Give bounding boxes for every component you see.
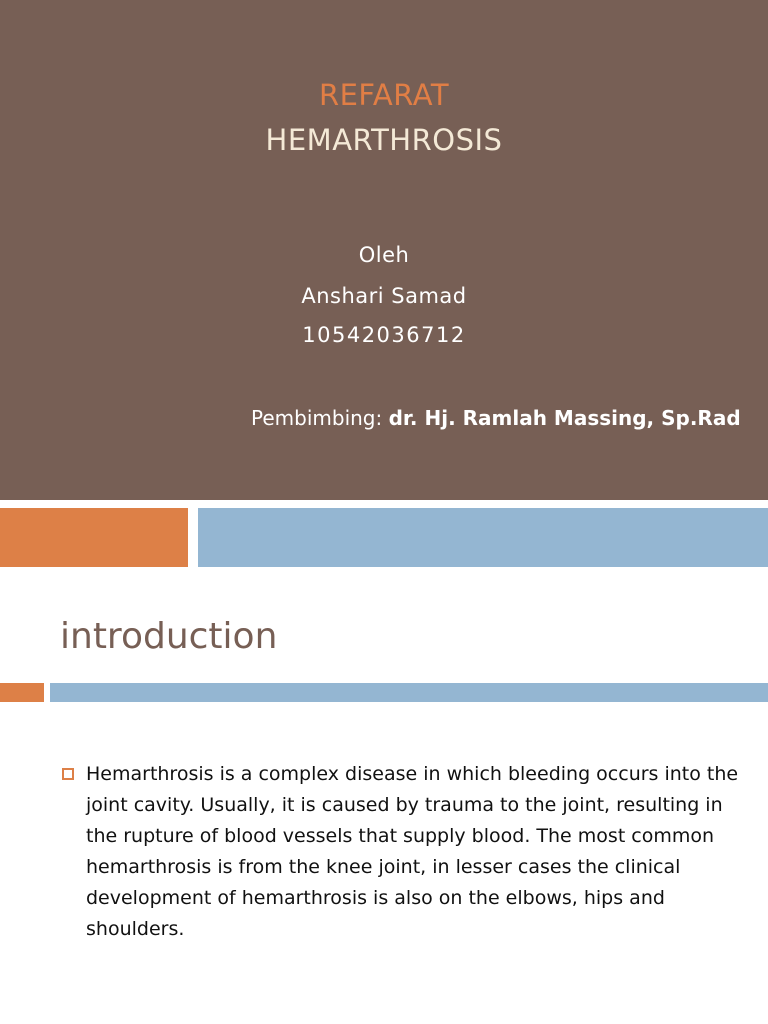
bullet-square-icon bbox=[62, 768, 74, 780]
author-label: Oleh bbox=[358, 243, 410, 267]
accent-bar-orange bbox=[0, 508, 188, 567]
divider-bar-blue bbox=[50, 683, 768, 702]
divider-bar-orange bbox=[0, 683, 44, 702]
slide-subtitle: HEMARTHROSIS bbox=[265, 123, 503, 157]
bullet-paragraph: Hemarthrosis is a complex disease in which bleeding occurs into the joint cavity. Usually, it is caused by trauma to the joint, resulting in the rupture of blood vessels that supply blood. The most common hemarthrosis is from the knee joint, in lesser cases the clinical development of hemarthrosis is also on the elbows, hips and shoulders. bbox=[86, 763, 739, 940]
student-id: 10542036712 bbox=[302, 323, 466, 347]
accent-bar-blue bbox=[198, 508, 768, 567]
title-slide bbox=[0, 0, 768, 500]
section-heading: introduction bbox=[60, 616, 278, 657]
advisor-line bbox=[251, 406, 741, 430]
slide-title: REFARAT bbox=[318, 78, 450, 112]
advisor-label: Pembimbing: bbox=[251, 406, 389, 430]
author-name: Anshari Samad bbox=[301, 284, 467, 308]
advisor-name: dr. Hj. Ramlah Massing, Sp.Rad bbox=[388, 406, 741, 430]
